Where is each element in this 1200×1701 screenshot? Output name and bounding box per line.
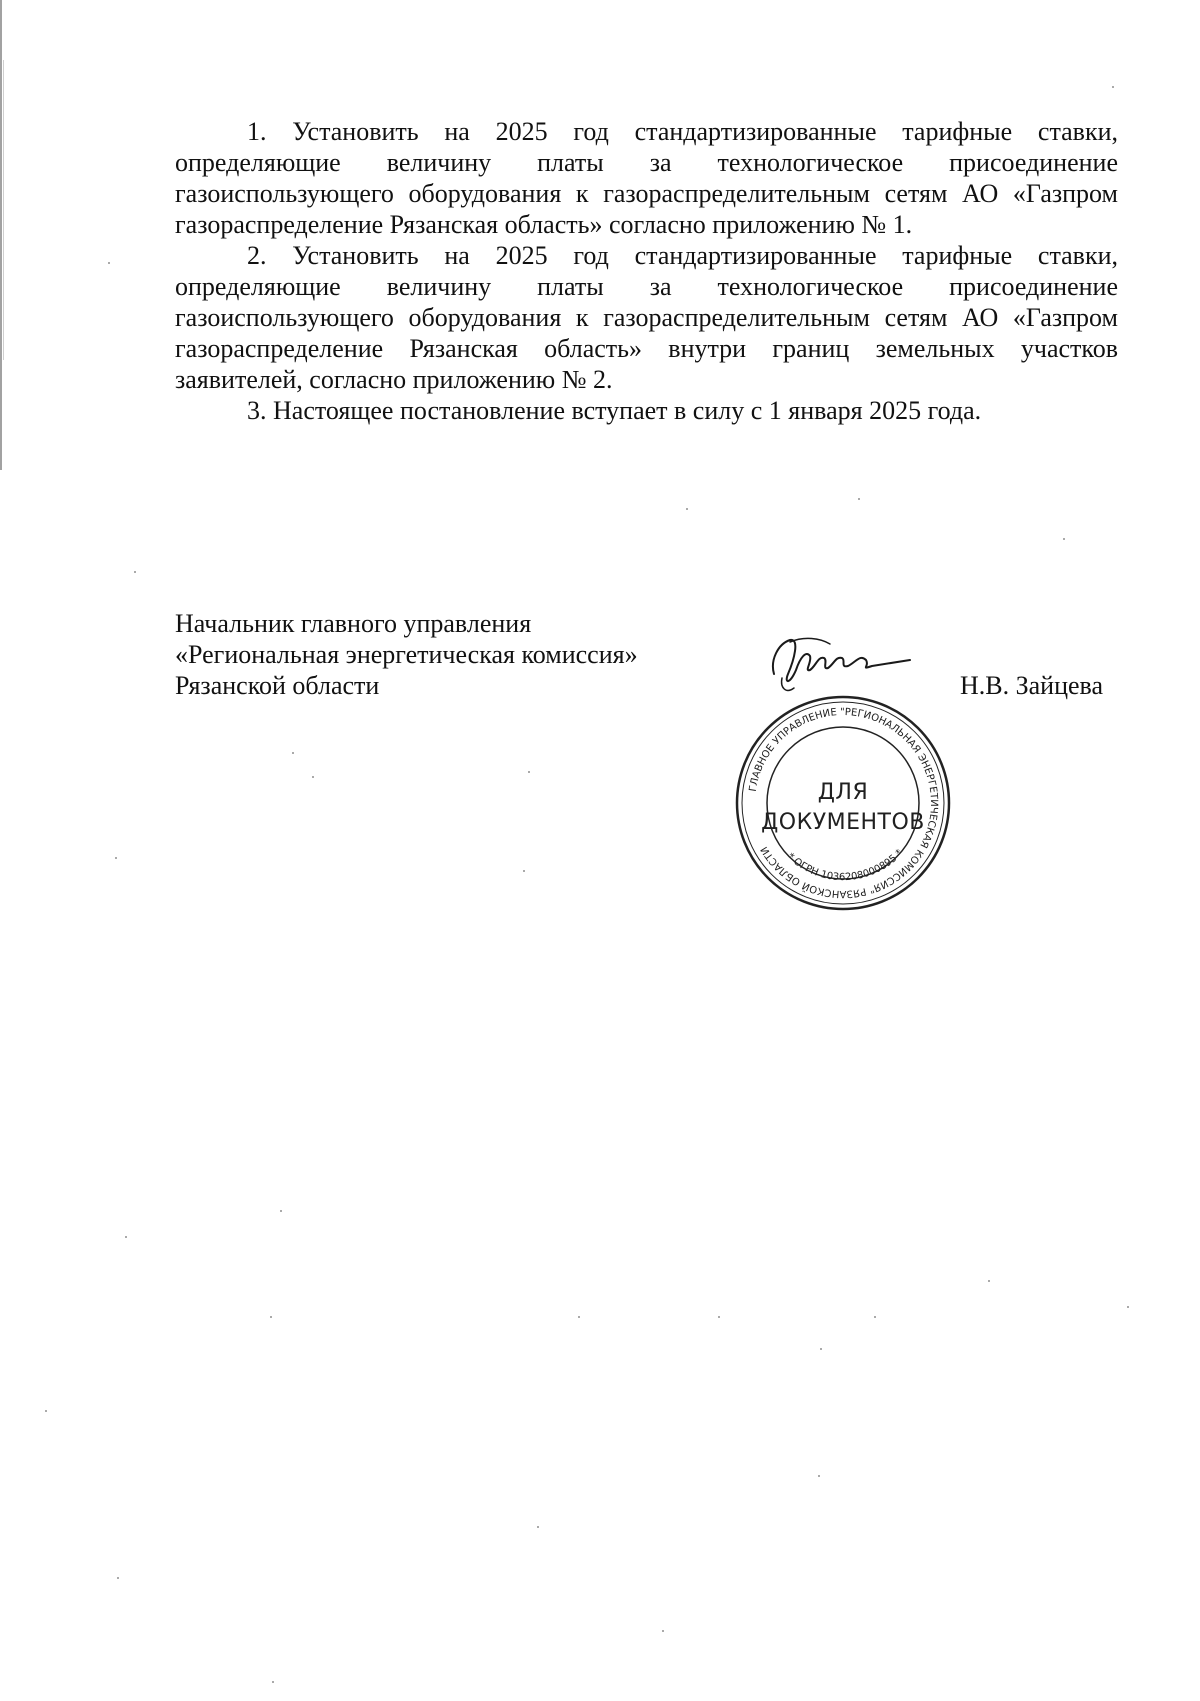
- scan-speck: [108, 262, 110, 264]
- scan-speck: [134, 571, 136, 573]
- stamp-center-line-1: ДЛЯ: [817, 780, 869, 805]
- scan-speck: [45, 1410, 47, 1412]
- stamp-center-line-2: ДОКУМЕНТОВ: [761, 810, 925, 835]
- scan-speck: [270, 1316, 272, 1318]
- scan-speck: [528, 771, 530, 773]
- scan-speck: [874, 1316, 876, 1318]
- stamp-ogrn-text: * ОГРН 1036208000895 *: [784, 847, 906, 884]
- scan-speck: [537, 1526, 539, 1528]
- scan-speck: [988, 1280, 990, 1282]
- scan-speck: [1127, 1306, 1129, 1308]
- resolution-paragraph-3: 3. Настоящее постановление вступает в силу с 1 января 2025 года.: [247, 396, 982, 425]
- scan-speck: [686, 508, 688, 510]
- scan-speck: [1063, 538, 1065, 540]
- scan-speck: [818, 1475, 820, 1477]
- scan-speck: [858, 498, 860, 500]
- scan-speck: [280, 1210, 282, 1212]
- signatory-position-line-3: Рязанской области: [175, 671, 380, 700]
- scan-speck: [1112, 86, 1114, 88]
- signatory-position: [175, 608, 638, 701]
- official-stamp: [733, 693, 953, 913]
- signatory-position-line-2: «Региональная энергетическая комиссия»: [175, 640, 638, 669]
- scan-speck: [662, 1630, 664, 1632]
- scan-speck: [292, 752, 294, 754]
- scan-speck: [523, 870, 525, 872]
- stamp-ring-text: ГЛАВНОЕ УПРАВЛЕНИЕ "РЕГИОНАЛЬНАЯ ЭНЕРГЕТИЧЕСКАЯ КОМИССИЯ" РЯЗАНСКОЙ ОБЛАСТИ: [747, 706, 940, 900]
- scan-speck: [312, 776, 314, 778]
- scan-speck: [578, 1316, 580, 1318]
- handwritten-signature: [760, 630, 920, 710]
- resolution-paragraph-1: 1. Установить на 2025 год стандартизированные тарифные ставки, определяющие величину платы за технологическое присоединение газоиспользующего оборудования к газораспределительным сетям АО «Газпром газораспределение Рязанская область» согласно приложению № 1.: [175, 117, 1118, 239]
- scan-speck: [820, 1348, 822, 1350]
- scan-edge-mark: [0, 0, 2, 470]
- scan-speck: [117, 1577, 119, 1579]
- scan-speck: [115, 857, 117, 859]
- signer-name: Н.В. Зайцева: [960, 671, 1104, 700]
- scan-speck: [718, 1316, 720, 1318]
- resolution-paragraph-2: 2. Установить на 2025 год стандартизированные тарифные ставки, определяющие величину платы за технологическое присоединение газоиспользующего оборудования к газораспределительным сетям АО «Газпром газораспределение Рязанская область» внутри границ земельных участков заявителей, согласно приложению № 2.: [175, 241, 1118, 394]
- resolution-body: [175, 116, 1118, 426]
- scan-speck: [125, 1236, 127, 1238]
- scan-speck: [272, 1681, 274, 1683]
- signatory-position-line-1: Начальник главного управления: [175, 609, 532, 638]
- scan-edge-mark: [3, 60, 4, 360]
